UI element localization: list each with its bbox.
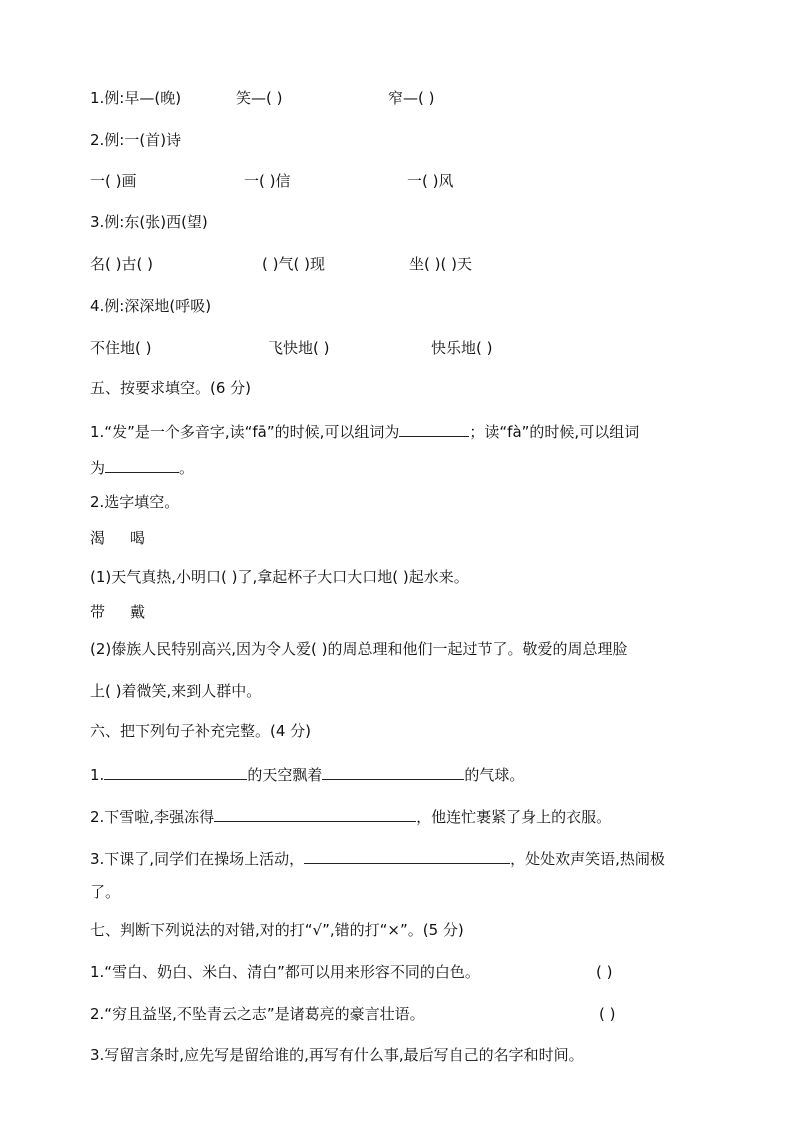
- s5-q2-sentence1-text[interactable]: (1)天气真热,小明口( )了,拿起杯子大口大口地( )起水来。: [90, 568, 469, 586]
- s7-q3-text: 3.写留言条时,应先写是留给谁的,再写有什么事,最后写自己的名字和时间。: [90, 1046, 584, 1064]
- s5-q2-sentence2-line2-text[interactable]: 上( )着微笑,来到人群中。: [90, 682, 262, 700]
- s5-q2-title: [90, 492, 179, 512]
- s7-q2-text: 2.“穷且益坚,不坠青云之志”是诸葛亮的豪言壮语。: [90, 1005, 425, 1023]
- s5-q1-part4: 。: [179, 459, 195, 477]
- s7-q1-answer[interactable]: ( ): [596, 963, 613, 981]
- s4-q2-example-text: 2.例:一(首)诗: [90, 131, 182, 149]
- s4-q4-example-text: 4.例:深深地(呼吸): [90, 297, 212, 315]
- s4-q4-item1[interactable]: 不住地( ): [90, 339, 152, 357]
- s5-q2-sentence1: [90, 567, 469, 587]
- s4-q3-item1[interactable]: 名( )古( ): [90, 255, 153, 273]
- s5-q1-part2: ；读“fà”的时候,可以组词: [469, 423, 640, 441]
- s4-q4-item3[interactable]: 快乐地( ): [431, 339, 493, 357]
- s6-q1-blank2[interactable]: [322, 764, 464, 780]
- s7-q1-text: 1.“雪白、奶白、米白、清白”都可以用来形容不同的白色。: [90, 963, 480, 981]
- s6-q3-prefix: 3.下课了,同学们在操场上活动，: [90, 850, 305, 868]
- s5-q2-sentence2-line1-text[interactable]: (2)傣族人民特别高兴,因为令人爱( )的周总理和他们一起过节了。敬爱的周总理脸: [90, 640, 628, 658]
- s6-q2-prefix: 2.下雪啦,李强冻得: [90, 808, 215, 826]
- s5-q1-part3: 为: [90, 459, 106, 477]
- s4-q4-item2[interactable]: 飞快地( ): [268, 339, 330, 357]
- s4-q2-item1[interactable]: 一( )画: [90, 172, 137, 190]
- s4-q3-item3[interactable]: 坐( )( )天: [409, 255, 472, 273]
- s5-q2-pair1-char1: 渴: [90, 529, 106, 547]
- s7-q3: [90, 1045, 584, 1065]
- s6-q3-line1: [90, 848, 665, 868]
- s6-q1-suffix: 的气球。: [464, 766, 525, 784]
- s6-q2-blank[interactable]: [214, 806, 416, 822]
- s6-q3-line2-text: 了。: [90, 883, 121, 901]
- s4-q1-item2[interactable]: 窄—( ): [388, 89, 435, 107]
- s4-q3-item2[interactable]: ( )气( )现: [262, 255, 325, 273]
- s5-q2-sentence2-line2: [90, 681, 261, 701]
- s6-q2-suffix: ，他连忙裹紧了身上的衣服。: [416, 808, 612, 826]
- s5-q1-line1: [90, 421, 639, 441]
- s5-q2-pair1-char2: 喝: [130, 529, 146, 547]
- s5-q2-pair2-char1: 带: [90, 603, 106, 621]
- section7-heading-text: 七、判断下列说法的对错,对的打“√”,错的打“×”。(5 分): [90, 921, 464, 939]
- s4-q1-example: 1.例:早—(晚): [90, 89, 182, 107]
- s7-q2-answer[interactable]: ( ): [599, 1005, 616, 1023]
- section5-heading-text: 五、按要求填空。(6 分): [90, 379, 252, 397]
- s5-q1-line2: [90, 457, 194, 477]
- s5-q2-title-text: 2.选字填空。: [90, 493, 180, 511]
- s6-q3-suffix: ，处处欢声笑语,热闹极: [510, 850, 665, 868]
- s4-q3-example-text: 3.例:东(张)西(望): [90, 213, 208, 231]
- s5-q2-sentence2-line1: [90, 639, 628, 659]
- s6-q3-line2: [90, 882, 120, 902]
- s6-q1-middle: 的天空飘着: [247, 766, 323, 784]
- s6-q3-blank[interactable]: [304, 848, 510, 864]
- section7-heading: [90, 920, 464, 940]
- s4-q4-example: [90, 296, 211, 316]
- s4-q2-item2[interactable]: 一( )信: [244, 172, 291, 190]
- s5-q2-pair2-char2: 戴: [130, 603, 146, 621]
- s6-q1-blank1[interactable]: [104, 764, 247, 780]
- s6-q2: [90, 806, 611, 826]
- s5-q1-part1: 1.“发”是一个多音字,读“fā”的时候,可以组词为: [90, 423, 400, 441]
- s5-q1-blank2[interactable]: [105, 457, 179, 473]
- s4-q3-example: [90, 212, 208, 232]
- s4-q1-item1[interactable]: 笑—( ): [236, 89, 283, 107]
- s6-q1: [90, 764, 524, 784]
- s5-q1-blank1[interactable]: [399, 421, 469, 437]
- s4-q2-example: [90, 130, 181, 150]
- section5-heading: [90, 378, 251, 398]
- s6-q1-prefix: 1.: [90, 766, 105, 784]
- s4-q2-item3[interactable]: 一( )风: [407, 172, 454, 190]
- section6-heading-text: 六、把下列句子补充完整。(4 分): [90, 722, 312, 740]
- section6-heading: [90, 721, 311, 741]
